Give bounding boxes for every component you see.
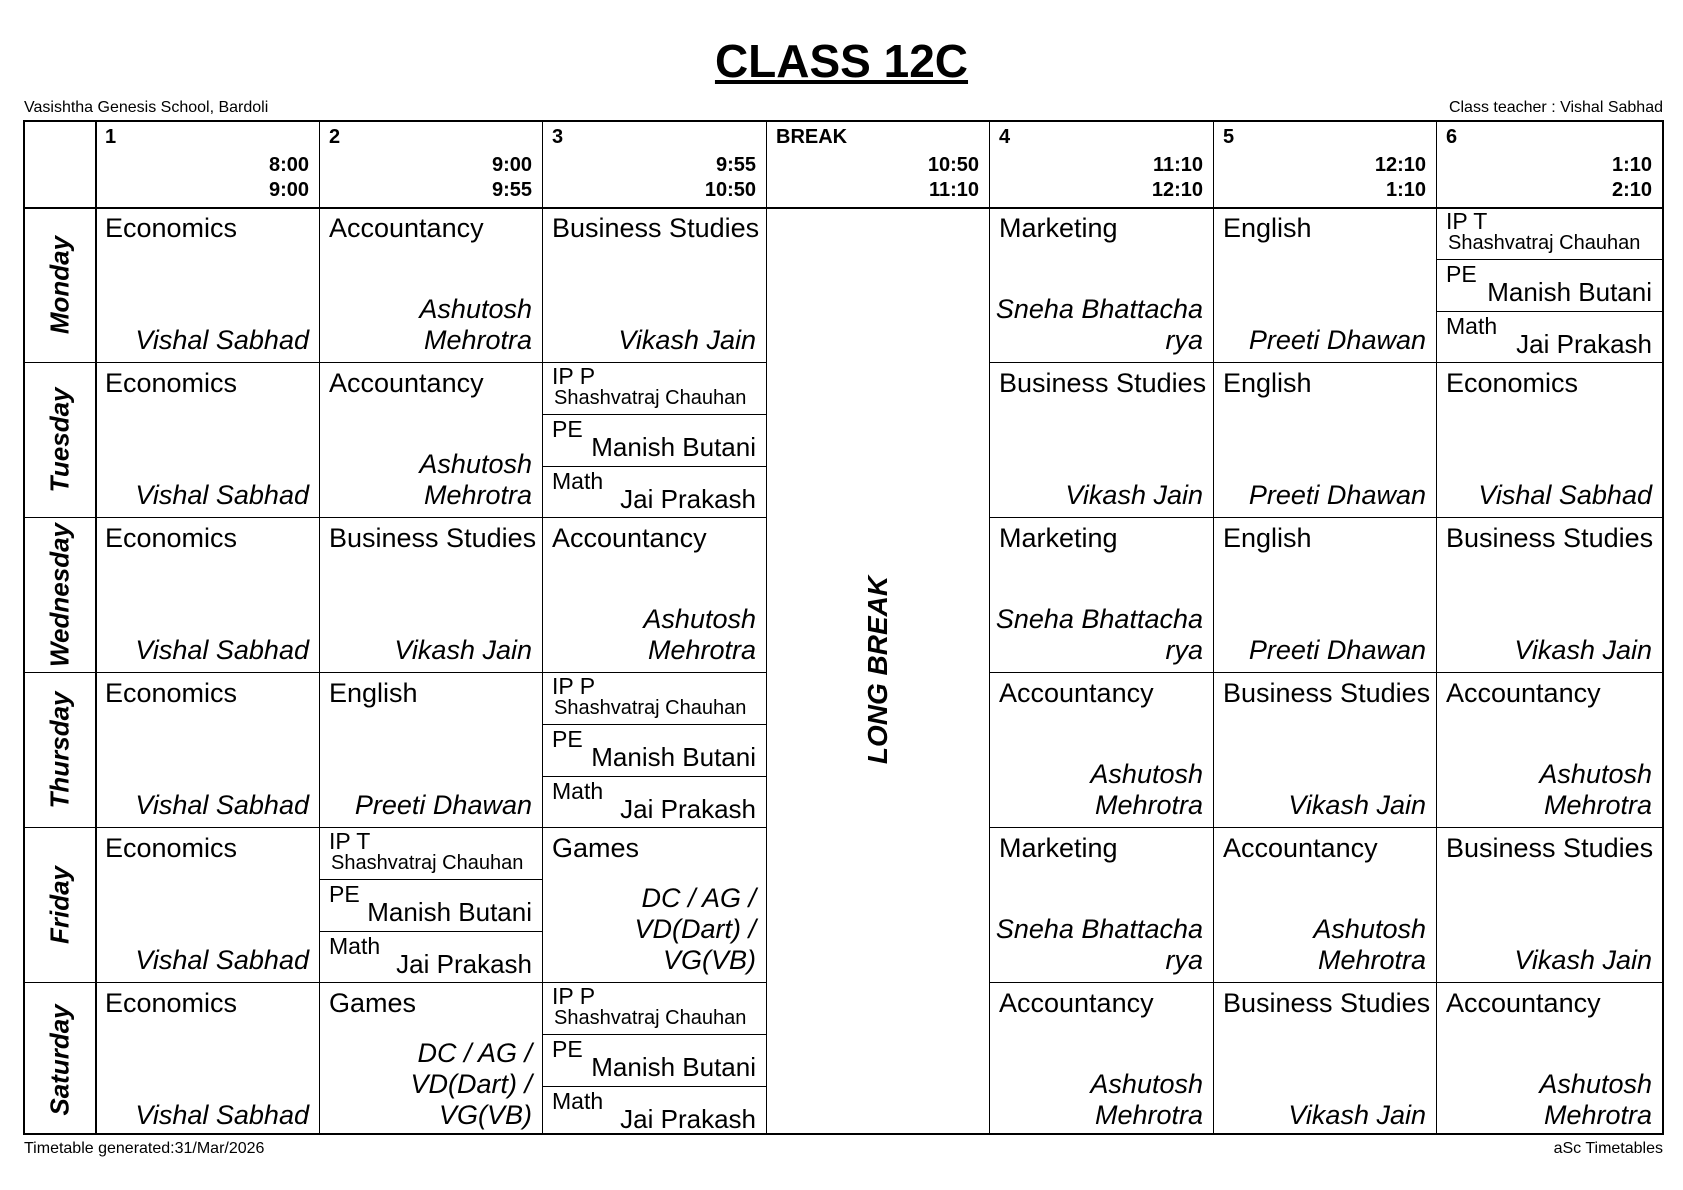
lesson-cell bbox=[989, 982, 1213, 1137]
period-header bbox=[1213, 122, 1436, 207]
lesson-subject: Marketing bbox=[999, 213, 1118, 243]
day-label bbox=[25, 517, 95, 672]
lesson-cell bbox=[989, 517, 1213, 672]
split-lesson-cell bbox=[542, 672, 766, 827]
lesson-cell bbox=[542, 207, 766, 362]
group-lesson bbox=[542, 776, 766, 827]
period-start-time: 9:00 bbox=[491, 154, 532, 176]
lesson-subject: Economics bbox=[105, 213, 238, 243]
lesson-subject: Games bbox=[329, 988, 417, 1018]
group-subject: Math bbox=[329, 933, 381, 959]
lesson-cell bbox=[1436, 517, 1662, 672]
lesson-teacher: Sneha Bhattacha rya bbox=[995, 294, 1203, 355]
lesson-teacher: Vishal Sabhad bbox=[135, 790, 309, 820]
lesson-cell bbox=[319, 207, 542, 362]
period-header bbox=[989, 122, 1213, 207]
group-lesson bbox=[319, 879, 542, 932]
day-label bbox=[25, 362, 95, 517]
day-name: Tuesday bbox=[44, 386, 75, 493]
lesson-cell bbox=[319, 982, 542, 1137]
period-end-time: 11:10 bbox=[928, 179, 979, 201]
lesson-subject: Economics bbox=[105, 368, 238, 398]
lesson-teacher: Preeti Dhawan bbox=[1248, 635, 1426, 665]
group-lesson bbox=[1436, 311, 1662, 362]
group-subject: IP P bbox=[552, 673, 596, 699]
period-end-time: 9:55 bbox=[491, 179, 532, 201]
lesson-teacher: Vikash Jain bbox=[1065, 480, 1203, 510]
lesson-teacher: Sneha Bhattacha rya bbox=[995, 604, 1203, 665]
lesson-teacher: Vishal Sabhad bbox=[135, 1100, 309, 1130]
lesson-teacher: Ashutosh Mehrotra bbox=[419, 294, 532, 355]
group-lesson bbox=[1436, 259, 1662, 312]
lesson-teacher: Vishal Sabhad bbox=[1478, 480, 1652, 510]
group-teacher: Jai Prakash bbox=[1516, 329, 1652, 359]
period-start-time: 11:10 bbox=[1152, 154, 1203, 176]
lesson-teacher: Ashutosh Mehrotra bbox=[1090, 1069, 1203, 1130]
lesson-teacher: Ashutosh Mehrotra bbox=[1539, 759, 1652, 820]
lesson-teacher: Preeti Dhawan bbox=[1248, 480, 1426, 510]
lesson-cell bbox=[95, 207, 319, 362]
lesson-cell bbox=[95, 982, 319, 1137]
day-label bbox=[25, 672, 95, 827]
lesson-teacher: DC / AG / VD(Dart) / VG(VB) bbox=[410, 1038, 532, 1130]
period-start-time: 12:10 bbox=[1374, 154, 1426, 176]
lesson-cell bbox=[95, 517, 319, 672]
group-teacher: Jai Prakash bbox=[396, 949, 532, 979]
group-teacher: Shashvatraj Chauhan bbox=[331, 852, 524, 874]
lesson-cell bbox=[1436, 982, 1662, 1137]
group-teacher: Manish Butani bbox=[591, 1052, 756, 1082]
group-lesson bbox=[319, 931, 542, 982]
group-subject: PE bbox=[329, 881, 360, 907]
lesson-teacher: Vishal Sabhad bbox=[135, 945, 309, 975]
lesson-cell bbox=[542, 517, 766, 672]
split-lesson-cell bbox=[542, 362, 766, 517]
day-label bbox=[25, 827, 95, 982]
lesson-cell bbox=[1436, 827, 1662, 982]
lesson-cell bbox=[1213, 827, 1436, 982]
lesson-teacher: DC / AG / VD(Dart) / VG(VB) bbox=[634, 883, 756, 975]
day-name: Friday bbox=[44, 865, 75, 944]
lesson-subject: Economics bbox=[105, 523, 238, 553]
generated-date: Timetable generated:31/Mar/2026 bbox=[24, 1140, 265, 1157]
lesson-subject: Economics bbox=[105, 988, 238, 1018]
day-name: Thursday bbox=[44, 690, 75, 809]
lesson-subject: Games bbox=[552, 833, 640, 863]
lesson-subject: Business Studies bbox=[552, 213, 760, 243]
lesson-subject: Business Studies bbox=[999, 368, 1207, 398]
lesson-teacher: Ashutosh Mehrotra bbox=[419, 449, 532, 510]
lesson-cell bbox=[319, 362, 542, 517]
group-teacher: Manish Butani bbox=[591, 432, 756, 462]
lesson-cell bbox=[1213, 982, 1436, 1137]
period-start-time: 9:55 bbox=[715, 154, 756, 176]
lesson-subject: English bbox=[1223, 523, 1312, 553]
lesson-cell bbox=[95, 827, 319, 982]
group-lesson bbox=[542, 982, 766, 1034]
group-lesson bbox=[542, 362, 766, 414]
lesson-cell bbox=[1213, 517, 1436, 672]
period-header bbox=[319, 122, 542, 207]
period-end-time: 10:50 bbox=[704, 179, 756, 201]
group-subject: IP T bbox=[1446, 208, 1488, 234]
lesson-cell bbox=[1213, 362, 1436, 517]
lesson-subject: Economics bbox=[105, 678, 238, 708]
day-name: Saturday bbox=[44, 1003, 75, 1116]
lesson-teacher: Vikash Jain bbox=[1514, 945, 1652, 975]
group-lesson bbox=[542, 1034, 766, 1087]
lesson-cell bbox=[95, 362, 319, 517]
split-lesson-cell bbox=[319, 827, 542, 982]
group-subject: Math bbox=[552, 1088, 604, 1114]
day-label bbox=[25, 207, 95, 362]
group-teacher: Shashvatraj Chauhan bbox=[554, 1007, 747, 1029]
period-number: 5 bbox=[1223, 126, 1235, 148]
lesson-teacher: Vikash Jain bbox=[618, 325, 756, 355]
group-lesson bbox=[542, 1086, 766, 1137]
lesson-teacher: Ashutosh Mehrotra bbox=[1090, 759, 1203, 820]
lesson-subject: Accountancy bbox=[1446, 988, 1601, 1018]
group-subject: IP T bbox=[329, 828, 371, 854]
lesson-subject: English bbox=[1223, 213, 1312, 243]
lesson-subject: Economics bbox=[1446, 368, 1579, 398]
group-lesson bbox=[319, 827, 542, 879]
group-teacher: Jai Prakash bbox=[620, 1104, 756, 1134]
lesson-subject: Business Studies bbox=[1446, 523, 1654, 553]
group-teacher: Manish Butani bbox=[591, 742, 756, 772]
day-name: Monday bbox=[44, 235, 75, 334]
software-credit: aSc Timetables bbox=[1553, 1140, 1663, 1157]
group-lesson bbox=[542, 724, 766, 777]
lesson-subject: Accountancy bbox=[1223, 833, 1378, 863]
lesson-cell bbox=[542, 827, 766, 982]
split-lesson-cell bbox=[542, 982, 766, 1137]
period-header bbox=[542, 122, 766, 207]
lesson-subject: Marketing bbox=[999, 523, 1118, 553]
group-teacher: Jai Prakash bbox=[620, 484, 756, 514]
group-subject: IP P bbox=[552, 363, 596, 389]
class-teacher: Class teacher : Vishal Sabhad bbox=[1448, 99, 1663, 116]
split-lesson-cell bbox=[1436, 207, 1662, 362]
group-teacher: Shashvatraj Chauhan bbox=[554, 387, 747, 409]
group-subject: PE bbox=[1446, 261, 1477, 287]
lesson-cell bbox=[989, 362, 1213, 517]
school-name: Vasishtha Genesis School, Bardoli bbox=[24, 99, 269, 116]
group-teacher: Manish Butani bbox=[367, 897, 532, 927]
lesson-subject: Business Studies bbox=[1223, 988, 1431, 1018]
period-end-time: 9:00 bbox=[268, 179, 309, 201]
period-number: 4 bbox=[999, 126, 1011, 148]
period-end-time: 12:10 bbox=[1151, 179, 1203, 201]
lesson-teacher: Vikash Jain bbox=[1288, 790, 1426, 820]
group-subject: Math bbox=[552, 468, 604, 494]
group-lesson bbox=[542, 414, 766, 467]
lesson-teacher: Vikash Jain bbox=[1514, 635, 1652, 665]
lesson-teacher: Sneha Bhattacha rya bbox=[995, 914, 1203, 975]
group-lesson bbox=[542, 466, 766, 517]
lesson-subject: Accountancy bbox=[999, 988, 1154, 1018]
lesson-subject: Business Studies bbox=[1446, 833, 1654, 863]
lesson-teacher: Ashutosh Mehrotra bbox=[1313, 914, 1426, 975]
lesson-teacher: Vishal Sabhad bbox=[135, 325, 309, 355]
lesson-teacher: Vishal Sabhad bbox=[135, 480, 309, 510]
period-start-time: 1:10 bbox=[1611, 154, 1652, 176]
period-end-time: 1:10 bbox=[1385, 179, 1426, 201]
group-subject: Math bbox=[1446, 313, 1498, 339]
lesson-teacher: Vikash Jain bbox=[1288, 1100, 1426, 1130]
lesson-cell bbox=[989, 672, 1213, 827]
timetable-grid bbox=[23, 120, 1664, 1135]
period-start-time: 10:50 bbox=[927, 154, 979, 176]
period-number: 3 bbox=[552, 126, 564, 148]
group-subject: PE bbox=[552, 726, 583, 752]
group-subject: IP P bbox=[552, 983, 596, 1009]
lesson-subject: Accountancy bbox=[329, 213, 484, 243]
group-subject: PE bbox=[552, 1036, 583, 1062]
lesson-teacher: Preeti Dhawan bbox=[354, 790, 532, 820]
lesson-teacher: Vishal Sabhad bbox=[135, 635, 309, 665]
lesson-cell bbox=[989, 827, 1213, 982]
group-subject: Math bbox=[552, 778, 604, 804]
lesson-teacher: Ashutosh Mehrotra bbox=[643, 604, 756, 665]
day-label bbox=[25, 982, 95, 1137]
group-teacher: Shashvatraj Chauhan bbox=[1448, 232, 1641, 254]
long-break-label: LONG BREAK bbox=[861, 575, 893, 765]
lesson-teacher: Vikash Jain bbox=[394, 635, 532, 665]
group-subject: PE bbox=[552, 416, 583, 442]
period-end-time: 2:10 bbox=[1611, 179, 1652, 201]
lesson-subject: English bbox=[329, 678, 418, 708]
group-teacher: Manish Butani bbox=[1487, 277, 1652, 307]
period-header bbox=[95, 122, 319, 207]
lesson-subject: Accountancy bbox=[999, 678, 1154, 708]
lesson-cell bbox=[319, 517, 542, 672]
lesson-subject: Accountancy bbox=[329, 368, 484, 398]
group-teacher: Shashvatraj Chauhan bbox=[554, 697, 747, 719]
lesson-cell bbox=[1213, 207, 1436, 362]
lesson-subject: Economics bbox=[105, 833, 238, 863]
lesson-teacher: Ashutosh Mehrotra bbox=[1539, 1069, 1652, 1130]
period-number: 2 bbox=[329, 126, 341, 148]
group-teacher: Jai Prakash bbox=[620, 794, 756, 824]
lesson-subject: Accountancy bbox=[552, 523, 707, 553]
period-number: BREAK bbox=[776, 126, 848, 148]
lesson-cell bbox=[95, 672, 319, 827]
period-header bbox=[1436, 122, 1662, 207]
long-break-column bbox=[766, 207, 989, 1133]
page-title: CLASS 12C bbox=[714, 35, 969, 87]
lesson-cell bbox=[1436, 672, 1662, 827]
lesson-cell bbox=[989, 207, 1213, 362]
lesson-cell bbox=[319, 672, 542, 827]
lesson-subject: Business Studies bbox=[1223, 678, 1431, 708]
day-name: Wednesday bbox=[44, 522, 75, 667]
lesson-subject: Accountancy bbox=[1446, 678, 1601, 708]
lesson-subject: Marketing bbox=[999, 833, 1118, 863]
period-header bbox=[766, 122, 989, 207]
period-start-time: 8:00 bbox=[268, 154, 309, 176]
lesson-cell bbox=[1213, 672, 1436, 827]
group-lesson bbox=[542, 672, 766, 724]
lesson-teacher: Preeti Dhawan bbox=[1248, 325, 1426, 355]
group-lesson bbox=[1436, 207, 1662, 259]
lesson-subject: English bbox=[1223, 368, 1312, 398]
period-number: 6 bbox=[1446, 126, 1458, 148]
period-number: 1 bbox=[105, 126, 117, 148]
lesson-subject: Business Studies bbox=[329, 523, 537, 553]
lesson-cell bbox=[1436, 362, 1662, 517]
